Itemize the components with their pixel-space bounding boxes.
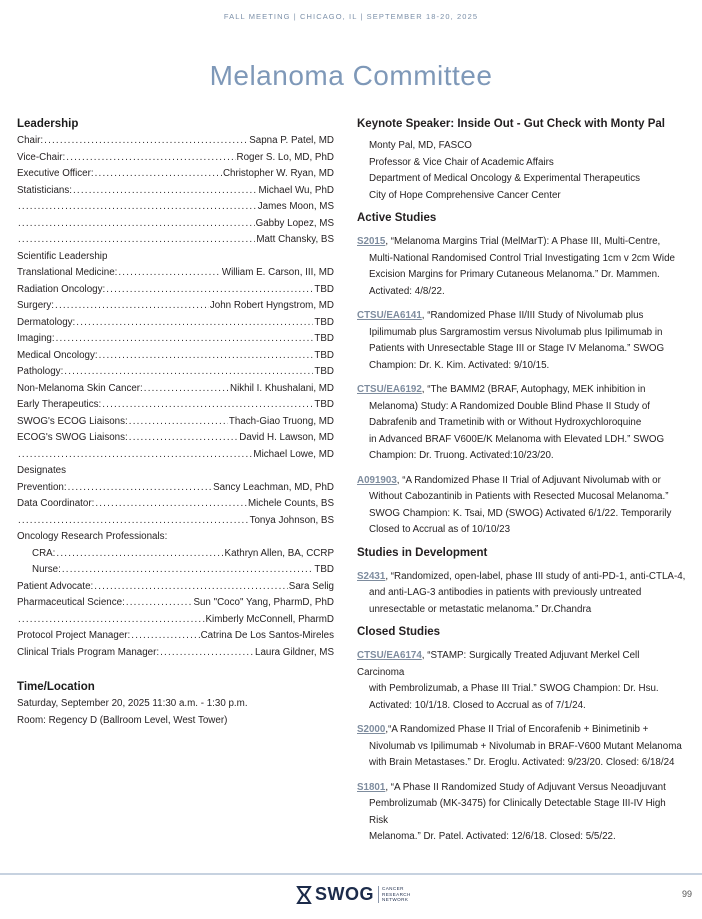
role-label: Surgery: [17, 300, 55, 311]
leadership-row [17, 513, 334, 530]
leadership-row [17, 315, 334, 332]
leadership-row [17, 579, 334, 596]
role-label: Radiation Oncology: [17, 283, 106, 295]
person-name: Michael Lowe, MD [253, 448, 334, 460]
leadership-row [17, 133, 334, 150]
study-text: , “STAMP: Surgically Treated Adjuvant Merkel Cell Carcinoma [357, 650, 640, 678]
person-name: Laura Gildner, MS [255, 646, 334, 658]
studies-in-development-heading: Studies in Development [357, 546, 488, 559]
study-id-link[interactable]: CTSU/EA6174 [357, 650, 422, 661]
study-text: , “A Randomized Phase II Trial of Adjuvant Nivolumab with or [396, 474, 661, 486]
study-id-link[interactable]: S2000 [357, 724, 386, 735]
person-name: James Moon, MS [257, 201, 334, 212]
person-name: TBD [314, 366, 334, 377]
study-text: , “Melanoma Margins Trial (MelMarT): A Phase III, Multi-Centre, [385, 236, 661, 247]
study-id-link[interactable]: S1801 [357, 781, 386, 793]
person-name: Michael Wu, PhD [258, 184, 334, 196]
leadership-row [17, 562, 334, 579]
logo-sub-line: RESEARCH [382, 891, 411, 897]
study-text-line: Patients with Unresectable Stage III or Stage IV Melanoma.” SWOG [369, 343, 665, 354]
study-text-line [357, 382, 687, 399]
leadership-list [17, 133, 334, 661]
study-text-line: SWOG Champion: K. Tsai, MD (SWOG) Activated 6/1/22. Temporarily [369, 507, 672, 519]
dot-leader [73, 183, 257, 200]
dot-leader [144, 381, 229, 398]
studies-in-development-list [357, 569, 687, 619]
study-text-line: Melanoma.” Dr. Patel. Activated: 12/6/18. Closed: 5/5/22. [369, 831, 616, 842]
person-name: William E. Carson, III, MD [221, 267, 334, 278]
swog-hourglass-icon [296, 886, 312, 904]
dot-leader [129, 430, 238, 447]
dot-leader [76, 315, 313, 332]
dot-leader [66, 150, 235, 167]
closed-studies-heading: Closed Studies [357, 626, 441, 638]
dot-leader [18, 513, 249, 530]
role-label: Medical Oncology: [17, 349, 98, 361]
leadership-row [17, 282, 334, 299]
person-name: Sara Selig [288, 580, 334, 592]
dot-leader [44, 133, 248, 150]
leadership-row [17, 628, 334, 645]
role-label: CRA: [32, 547, 56, 559]
leadership-row [17, 166, 334, 183]
person-name: David H. Lawson, MD [239, 432, 334, 443]
study-text-line: with Brain Metastases.” Dr. Eroglu. Activated: 9/23/20. Closed: 6/18/24 [369, 757, 675, 768]
leadership-row [17, 612, 334, 629]
role-label: Translational Medicine: [17, 267, 118, 278]
person-name: Michele Counts, BS [247, 498, 334, 509]
leadership-row [17, 199, 334, 216]
study-text-line [357, 722, 687, 739]
active-studies-list [357, 234, 687, 539]
leadership-row [17, 414, 334, 431]
dot-leader [18, 232, 255, 249]
dot-leader [18, 612, 205, 629]
dot-leader [160, 645, 254, 662]
person-name: Roger S. Lo, MD, PhD [236, 151, 334, 163]
study-text-line: Activated: 4/8/22. [369, 285, 445, 297]
role-label: Chair: [17, 135, 44, 146]
study-text-line: Pembrolizumab (MK-3475) for Clinically Detectable Stage III-IV High Risk [369, 798, 666, 826]
logo-sub-line: NETWORK [382, 897, 409, 903]
role-label: Non-Melanoma Skin Cancer: [17, 382, 143, 394]
study-id-link[interactable]: CTSU/EA6141 [357, 310, 422, 321]
role-label: Imaging: [17, 333, 55, 344]
leadership-row [17, 265, 334, 282]
role-label: ECOG's SWOG Liaisons: [17, 432, 128, 443]
role-label: Early Therapeutics: [17, 399, 102, 410]
speaker-department: Department of Medical Oncology & Experimental Therapeutics [369, 173, 640, 184]
closed-studies-list [357, 648, 687, 846]
person-name: Matt Chansky, BS [256, 234, 334, 245]
role-label: Dermatology: [17, 316, 76, 328]
study-text-line: Nivolumab vs Ipilimumab + Nivolumab in BRAF-V600 Mutant Melanoma [369, 740, 682, 752]
study-text-line: Multi-National Randomised Control Trial Investigating 1cm v 2cm Wide [369, 252, 675, 264]
person-name: John Robert Hyngstrom, MD [209, 300, 334, 311]
study-text-line: and anti-LAG-3 antibodies in patients with previously untreated [369, 587, 642, 598]
dot-leader [68, 480, 213, 497]
logo-sub-line: CANCER [382, 886, 404, 892]
person-name: TBD [314, 349, 334, 361]
study-text-line [357, 473, 687, 490]
person-name: TBD [314, 316, 334, 328]
person-name: Sapna P. Patel, MD [249, 135, 334, 146]
person-name: TBD [314, 333, 334, 344]
study-text-line: with Pembrolizumab, a Phase III Trial.” SWOG Champion: Dr. Hsu. [369, 683, 659, 694]
study-text-line [357, 234, 687, 251]
page-number: 99 [681, 889, 692, 899]
study-text-line: Melanoma) Study: A Randomized Double Blind Phase II Study of [369, 400, 651, 412]
keynote-speaker-info [357, 138, 687, 204]
study-text-line: Closed to Accrual as of 10/10/23 [369, 524, 511, 535]
dot-leader [99, 348, 314, 365]
left-column [17, 118, 334, 729]
dot-leader [102, 397, 313, 414]
study-text-line [357, 780, 687, 797]
study-text-line [357, 648, 687, 681]
dot-leader [131, 628, 199, 645]
leadership-row [17, 150, 334, 167]
leadership-row [17, 183, 334, 200]
study-entry [357, 234, 687, 300]
study-text-line [357, 569, 687, 586]
study-id-link[interactable]: S2431 [357, 570, 386, 582]
role-label: SWOG's ECOG Liaisons: [17, 415, 128, 427]
role-label: Data Coordinator: [17, 498, 95, 509]
role-label: Pharmaceutical Science: [17, 597, 125, 608]
study-text-line: Dabrafenib and Trametinib with or Without Hydroxychloroquine [369, 417, 642, 428]
role-label: Patient Advocate: [17, 580, 94, 592]
leadership-row [17, 381, 334, 398]
person-name: Kimberly McConnell, PharmD [205, 613, 334, 625]
leadership-heading: Leadership [17, 118, 79, 130]
role-label: Executive Officer: [17, 168, 94, 179]
study-entry [357, 648, 687, 714]
dot-leader [18, 447, 252, 464]
leadership-row [17, 496, 334, 513]
swog-logo [296, 884, 411, 905]
role-label: Statisticians: [17, 184, 72, 196]
logo-wordmark: SWOG [315, 884, 374, 904]
study-text-line: Champion: Dr. Truong. Activated:10/23/20. [369, 450, 554, 461]
study-text-line: Ipilimumab plus Sargramostim versus Nivolumab plus Ipilimumab in [369, 326, 663, 338]
person-name: Sancy Leachman, MD, PhD [213, 481, 334, 493]
person-name: Gabby Lopez, MS [255, 217, 334, 229]
dot-leader [56, 546, 223, 563]
person-name: Tonya Johnson, BS [249, 514, 334, 526]
dot-leader [62, 562, 314, 579]
right-column [357, 118, 687, 854]
person-name: TBD [314, 399, 334, 410]
logo-subtitle [378, 886, 411, 902]
study-text-line: Activated: 10/1/18. Closed to Accrual as of 7/1/24. [369, 699, 586, 711]
person-name: Nikhil I. Khushalani, MD [230, 382, 334, 394]
leadership-row [17, 430, 334, 447]
dot-leader [118, 265, 220, 282]
study-text: , “Randomized Phase II/III Study of Nivolumab plus [421, 310, 644, 321]
study-text-line: Without Cabozantinib in Patients with Resected Mucosal Melanoma.” [369, 491, 669, 502]
person-name: Sun "Coco" Yang, PharmD, PhD [193, 597, 334, 608]
page-title: Melanoma Committee [209, 60, 493, 91]
leadership-row [17, 546, 334, 563]
dot-leader [18, 199, 257, 216]
leadership-row [17, 348, 334, 365]
speaker-name: Monty Pal, MD, FASCO [369, 140, 472, 151]
time-line: Saturday, September 20, 2025 11:30 a.m. - 1:30 p.m. [17, 698, 248, 709]
dot-leader [94, 579, 288, 596]
dot-leader [95, 166, 222, 183]
dot-leader [55, 298, 209, 315]
role-label: Pathology: [17, 366, 64, 377]
dot-leader [106, 282, 313, 299]
study-text-line: unresectable or metastatic melanoma.” Dr.Chandra [369, 603, 592, 615]
study-entry [357, 308, 687, 374]
study-id-link[interactable]: A091903 [357, 474, 397, 486]
leadership-subheading: Scientific Leadership [17, 250, 108, 262]
study-text: ,“A Randomized Phase II Trial of Encorafenib + Binimetinib + [385, 724, 649, 735]
leadership-row [17, 298, 334, 315]
leadership-row [17, 216, 334, 233]
study-text-line: Champion: Dr. K. Kim. Activated: 9/10/15. [369, 359, 550, 371]
time-location-heading: Time/Location [17, 681, 95, 693]
study-text: , “A Phase II Randomized Study of Adjuvant Versus Neoadjuvant [385, 781, 666, 793]
leadership-row [17, 645, 334, 662]
leadership-row [17, 595, 334, 612]
active-studies-heading: Active Studies [357, 212, 437, 224]
dot-leader [126, 595, 193, 612]
room-line: Room: Regency D (Ballroom Level, West Tower) [17, 714, 228, 726]
speaker-title: Professor & Vice Chair of Academic Affairs [369, 156, 554, 168]
person-name: Thach-Giao Truong, MD [228, 415, 334, 427]
dot-leader [56, 331, 314, 348]
dot-leader [95, 496, 247, 513]
study-text-line: in Advanced BRAF V600E/K Melanoma with Elevated LDH.” SWOG [369, 433, 665, 445]
leadership-row [17, 480, 334, 497]
leadership-row [17, 397, 334, 414]
study-id-link[interactable]: S2015 [357, 236, 386, 247]
study-entry [357, 473, 687, 539]
study-text: , “Randomized, open-label, phase III study of anti-PD-1, anti-CTLA-4, [385, 570, 686, 582]
dot-leader [18, 216, 255, 233]
person-name: TBD [314, 564, 334, 575]
study-entry [357, 382, 687, 465]
study-text-line [357, 308, 687, 325]
role-label: Prevention: [17, 481, 67, 493]
role-label: Nurse: [32, 564, 61, 575]
leadership-row [17, 447, 334, 464]
leadership-subheading: Oncology Research Professionals: [17, 531, 168, 542]
leadership-row [17, 364, 334, 381]
person-name: TBD [314, 283, 334, 295]
person-name: Christopher W. Ryan, MD [222, 168, 334, 179]
role-label: Vice-Chair: [17, 151, 66, 163]
study-text-line: Excision Margins for Primary Cutaneous Melanoma.” Dr. Mammen. [369, 269, 660, 280]
role-label: Clinical Trials Program Manager: [17, 646, 160, 658]
study-text: , “The BAMM2 (BRAF, Autophagy, MEK inhibition in [421, 384, 646, 395]
role-label: Protocol Project Manager: [17, 630, 131, 641]
leadership-row [17, 232, 334, 249]
leadership-row [17, 331, 334, 348]
person-name: Kathryn Allen, BA, CCRP [224, 547, 334, 559]
study-entry [357, 780, 687, 846]
study-entry [357, 722, 687, 772]
speaker-institution: City of Hope Comprehensive Cancer Center [369, 189, 561, 201]
study-id-link[interactable]: CTSU/EA6192 [357, 384, 422, 395]
meeting-header: FALL MEETING | CHICAGO, IL | SEPTEMBER 18-20, 2025 [223, 12, 479, 21]
study-entry [357, 569, 687, 619]
leadership-subheading: Designates [17, 465, 67, 476]
person-name: Catrina De Los Santos-Mireles [200, 630, 334, 641]
dot-leader [129, 414, 228, 431]
keynote-heading: Keynote Speaker: Inside Out - Gut Check with Monty Pal [357, 118, 665, 130]
footer-divider [0, 873, 702, 875]
dot-leader [64, 364, 313, 381]
